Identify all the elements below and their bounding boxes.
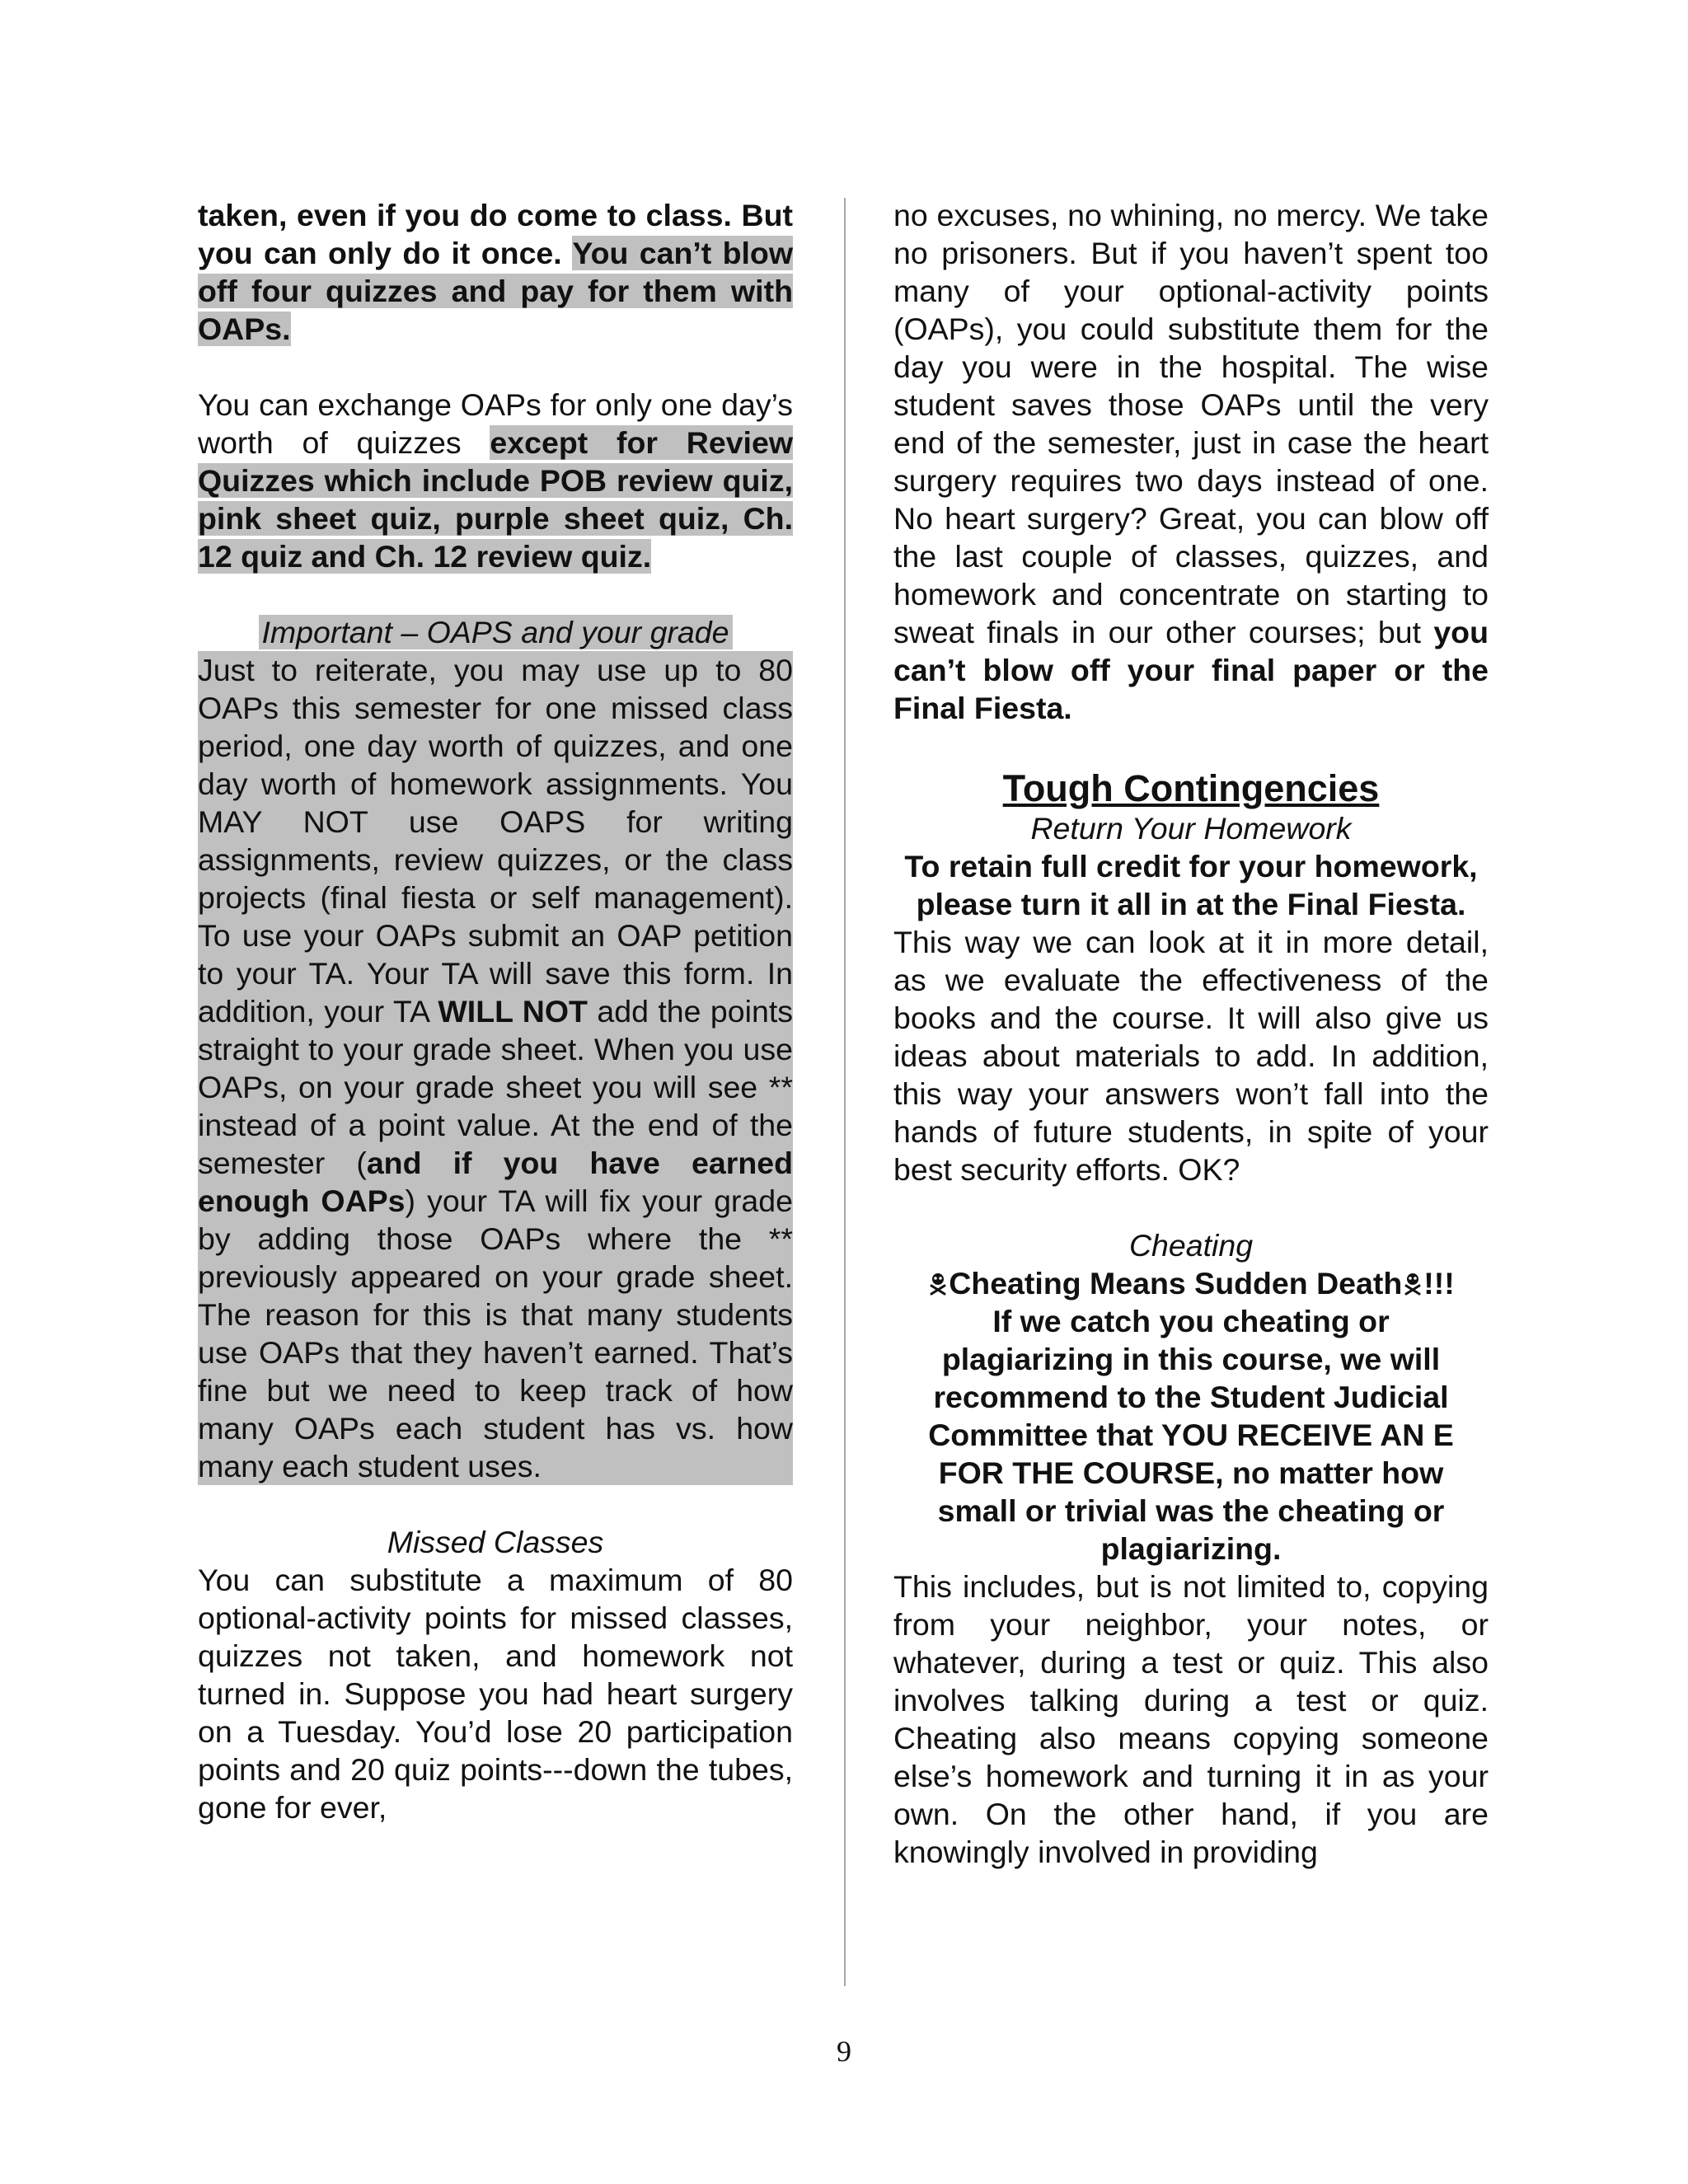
return-homework-subtitle: Return Your Homework bbox=[1030, 811, 1352, 846]
no-excuses-text: no excuses, no whining, no mercy. We take no prisoners. But if you haven’t spent too many of your optional-activity points (OAPs), you could substitute them for the day you were in the hospital. The wise student saves those OAPs until the very end of the semester, just in case the heart surgery requires two days instead of one. No heart surgery? Great, you can blow off the last couple of classes, quizzes, and homework and concentrate on starting to sweat finals in our other courses; but bbox=[893, 198, 1489, 649]
paragraph-oap-once bbox=[198, 196, 793, 348]
cheating-subtitle: Cheating bbox=[1128, 1228, 1254, 1263]
oap-quizzes-highlight: You can’t blow off four quizzes and pay for them with OAPs. bbox=[198, 236, 793, 346]
left-column bbox=[198, 196, 793, 1826]
right-column bbox=[893, 196, 1489, 1871]
cheating-headline bbox=[893, 1264, 1489, 1302]
column-divider bbox=[844, 198, 846, 1986]
oap-once-text: taken, even if you do come to class. But you can only do it once. bbox=[198, 198, 793, 270]
important-heading bbox=[198, 613, 793, 651]
final-paper-warning: you can’t blow off your final paper or the Final Fiesta. bbox=[893, 615, 1489, 725]
cheating-warning: If we catch you cheating or plagiarizing in this course, we will recommend to the Student Judicial Committee that YOU RECEIVE AN E FOR THE COURSE, no matter how small or trivial was the cheating or plagiarizing. bbox=[928, 1304, 1454, 1566]
important-paragraph bbox=[198, 651, 793, 1485]
page-number: 9 bbox=[837, 2035, 851, 2068]
skull-crossbones-icon bbox=[929, 1272, 947, 1296]
cheating-headline-text: Cheating Means Sudden Death bbox=[949, 1266, 1403, 1301]
earned-enough-text: and if you have earned enough OAPs bbox=[198, 1146, 793, 1218]
review-quizzes-highlight: except for Review Quizzes which include POB review quiz, pink sheet quiz, purple sheet quiz, Ch. 12 quiz and Ch. 12 review quiz. bbox=[198, 425, 793, 574]
cheating-exclaim: !!! bbox=[1423, 1266, 1455, 1301]
missed-classes-paragraph: You can substitute a maximum of 80 optional-activity points for missed classes, quizzes not taken, and homework not turned in. Suppose you had heart surgery on a Tuesday. You’d lose 20 participation points and 20 quiz points---down the tubes, gone for ever, bbox=[198, 1563, 793, 1825]
tough-contingencies-title: Tough Contingencies bbox=[1002, 767, 1380, 809]
missed-classes-heading: Missed Classes bbox=[387, 1525, 604, 1559]
paragraph-oap-exchange bbox=[198, 386, 793, 575]
important-text-c: ) your TA will fix your grade by adding those OAPs where the ** previously appeared on your grade sheet. The reason for this is that many students use OAPs that they haven’t earned. That’s fine but we need to keep track of how many OAPs each student has vs. how many each student uses. bbox=[198, 1183, 793, 1483]
paragraph-no-excuses bbox=[893, 196, 1489, 727]
important-title: Important – OAPS and your grade bbox=[259, 615, 733, 649]
skull-crossbones-icon bbox=[1404, 1272, 1422, 1296]
oap-exchange-text: You can exchange OAPs for only one day’s worth of quizzes bbox=[198, 387, 793, 460]
cheating-paragraph: This includes, but is not limited to, copying from your neighbor, your notes, or whatever, during a test or quiz. This also involves talking during a test or quiz. Cheating also means copying someone else’s homework and turning it in as your own. On the other hand, if you are knowingly involved in providing bbox=[893, 1569, 1489, 1869]
will-not-text: WILL NOT bbox=[438, 994, 588, 1029]
return-homework-instruction: To retain full credit for your homework, please turn it all in at the Final Fiesta. bbox=[904, 849, 1478, 921]
important-text-b: add the points straight to your grade sheet. When you use OAPs, on your grade sheet you will see ** instead of a point value. At the end of the semester ( bbox=[198, 994, 794, 1180]
important-text-a: Just to reiterate, you may use up to 80 OAPs this semester for one missed class period, one day worth of quizzes, and one day worth of homework assignments. You MAY NOT use OAPS for writing assignments, review quizzes, or the class projects (final fiesta or self management). To use your OAPs submit an OAP petition to your TA. Your TA will save this form. In addition, your TA bbox=[198, 653, 793, 1029]
return-homework-paragraph: This way we can look at it in more detail, as we evaluate the effectiveness of the books and the course. It will also give us ideas about materials to add. In addition, this way your answers won’t fall into the hands of future students, in spite of your best security efforts. OK? bbox=[893, 925, 1489, 1187]
